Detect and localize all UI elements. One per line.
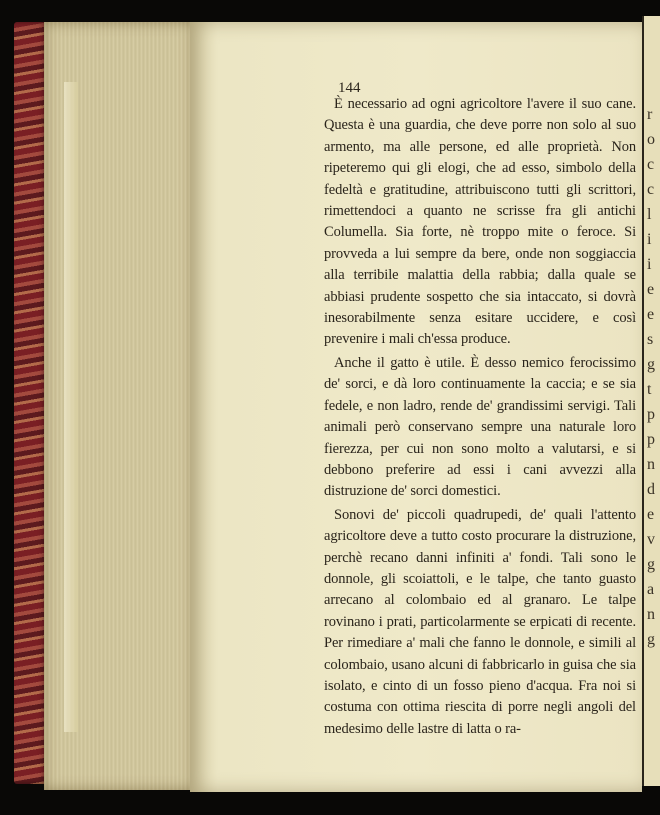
next-page-letter: i <box>647 231 652 248</box>
next-page-letter: g <box>647 631 655 648</box>
next-page-letter: v <box>647 531 655 548</box>
next-page-letter: d <box>647 481 655 498</box>
page-edges <box>44 22 194 790</box>
next-page-letter: n <box>647 606 655 623</box>
next-page-letter: e <box>647 281 655 298</box>
next-page-letter: o <box>647 131 655 148</box>
next-page-letter: i <box>647 256 652 273</box>
marbled-cover <box>14 22 48 784</box>
next-page-letter: p <box>647 431 655 448</box>
next-page-letter: e <box>647 506 655 523</box>
next-page-letter: n <box>647 456 655 473</box>
next-page-letter: p <box>647 406 655 423</box>
page-text <box>324 94 636 740</box>
next-page-letter: g <box>647 556 655 573</box>
next-page-letter: r <box>647 106 653 123</box>
next-page-letter: c <box>647 156 655 173</box>
next-page-letter: g <box>647 356 655 373</box>
book-page <box>190 22 642 792</box>
next-page-letter: s <box>647 331 654 348</box>
paragraph-gatto: Anche il gatto è utile. È desso nemico ferocissimo de' sorci, e dà loro continuamente la caccia; e se sia fedele, e non ladro, rende de' grandissimi servigi. Tali animali però conservano sempre una naturale loro fierezza, per cui non sono molto a valutarsi, e si debbono preferire ad essi i cani avvezzi alla distruzione de' sorci domestici. <box>324 354 636 500</box>
paragraph-cane: È necessario ad ogni agricoltore l'avere il suo cane. Questa è una guardia, che deve porre non solo al suo armento, ma alle persone, ed alle proprietà. Non ripeteremo qui gli elogi, che ad esso, simbolo della fedeltà e gratitudine, attribuiscono tutti gli scrittori, rimettendoci a quanto ne scrisse fra gli antichi Columella. Sia forte, nè troppo mite o feroce. Si provveda a lui sempre da bere, onde non soggiaccia alla terribile malattia della rabbia; dalla quale se abbiasi prudente sospetto che sia intaccato, si dovrà inesorabilmente senza esitare uccidere, e così prevenire i mali ch'essa produce. <box>324 96 636 348</box>
next-page-letter: c <box>647 181 655 198</box>
paragraph-quadrupedi: Sonovi de' piccoli quadrupedi, de' quali l'attento agricoltore deve a tutto costo procurare la distruzione, perchè recano danni infiniti a' fondi. Tali sono le donnole, gli scoiattoli, e le talpe, che tanto guasto arrecano al colombaio ed al granaro. Le talpe rovinano i prati, particolarmente se erpicati di recente. Per rimediare a' mali che fanno le donnole, e simili al colombaio, usano alcuni di fabbricarlo in guisa che sia isolato, e cinto di un fosso pieno d'acqua. Fra noi si costuma con ottima riescita di porre negli angoli del medesimo delle lastre di latta o ra- <box>324 506 636 737</box>
next-page-letter: a <box>647 581 655 598</box>
next-page-letter: e <box>647 306 655 323</box>
next-page-letter: t <box>647 381 652 398</box>
next-page-letter: l <box>647 206 652 223</box>
folded-leaf <box>64 82 78 732</box>
page-number: 144 <box>338 80 361 96</box>
next-page-edge <box>642 16 660 786</box>
next-page-letters <box>644 102 660 652</box>
